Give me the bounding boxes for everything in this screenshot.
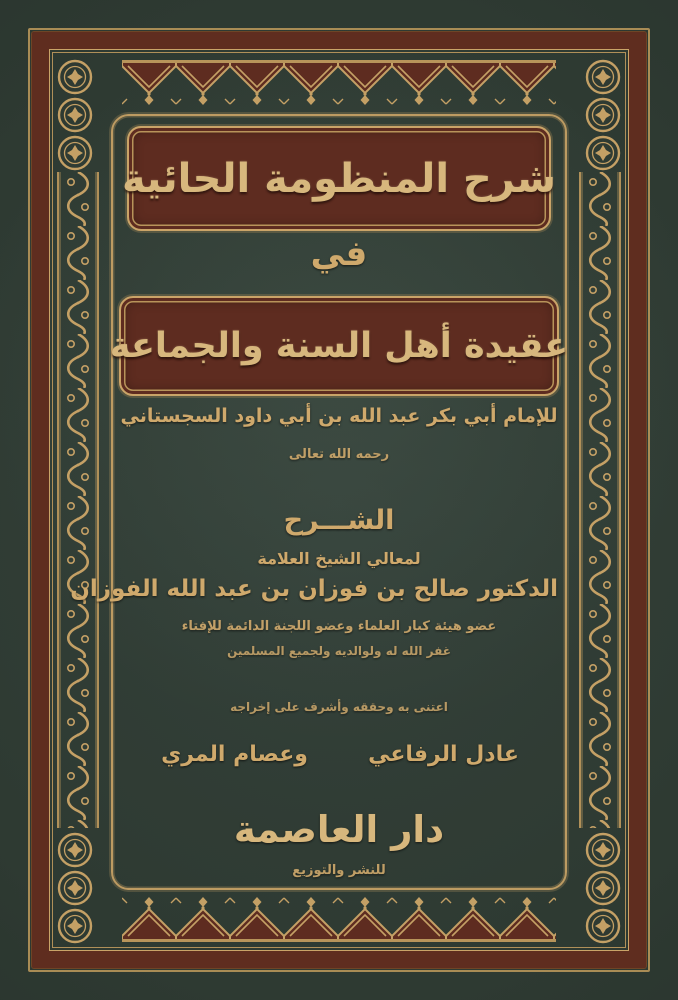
- book-subtitle: عقيدة أهل السنة والجماعة: [109, 326, 569, 366]
- editor-name-left: وعصام المري: [161, 742, 308, 767]
- chevron-ornament-band-bottom: [122, 894, 556, 942]
- rosette-corner-icon: [584, 830, 622, 944]
- rosette-corner-icon: [584, 57, 622, 171]
- title-panel: [121, 126, 557, 231]
- chevron-ornament-band-top: [122, 60, 556, 108]
- editor-name-right: عادل الرفاعي: [368, 742, 519, 767]
- rosette-corner-icon: [56, 57, 94, 171]
- publisher-tagline: للنشر والتوزيع: [292, 863, 386, 878]
- vine-scroll-band-left: [57, 172, 99, 828]
- editors-care-line: اعتنى به وحققه وأشرف على إخراجه: [230, 700, 448, 714]
- subtitle-panel: [109, 296, 569, 396]
- book-title: شرح المنظومة الحائية: [121, 155, 557, 202]
- editors-names-row: [130, 742, 548, 767]
- commentator-prayer: غفر الله له ولوالديه ولجميع المسلمين: [227, 644, 451, 658]
- commentary-attribution: لمعالي الشيخ العلامة: [257, 549, 421, 568]
- vine-scroll-band-right: [579, 172, 621, 828]
- publisher-name: دار العاصمة: [233, 808, 445, 851]
- author-line: للإمام أبي بكر عبد الله بن أبي داود السجستاني: [120, 405, 558, 427]
- commentator-name: الدكتور صالح بن فوزان بن عبد الله الفوزان: [70, 576, 558, 602]
- author-honorific: رحمه الله تعالى: [288, 447, 390, 462]
- commentator-title: عضو هيئة كبار العلماء وعضو اللجنة الدائمة للإفتاء: [181, 619, 497, 634]
- title-preposition: في: [310, 234, 368, 274]
- commentary-heading: الشـــرح: [283, 505, 395, 536]
- rosette-corner-icon: [56, 830, 94, 944]
